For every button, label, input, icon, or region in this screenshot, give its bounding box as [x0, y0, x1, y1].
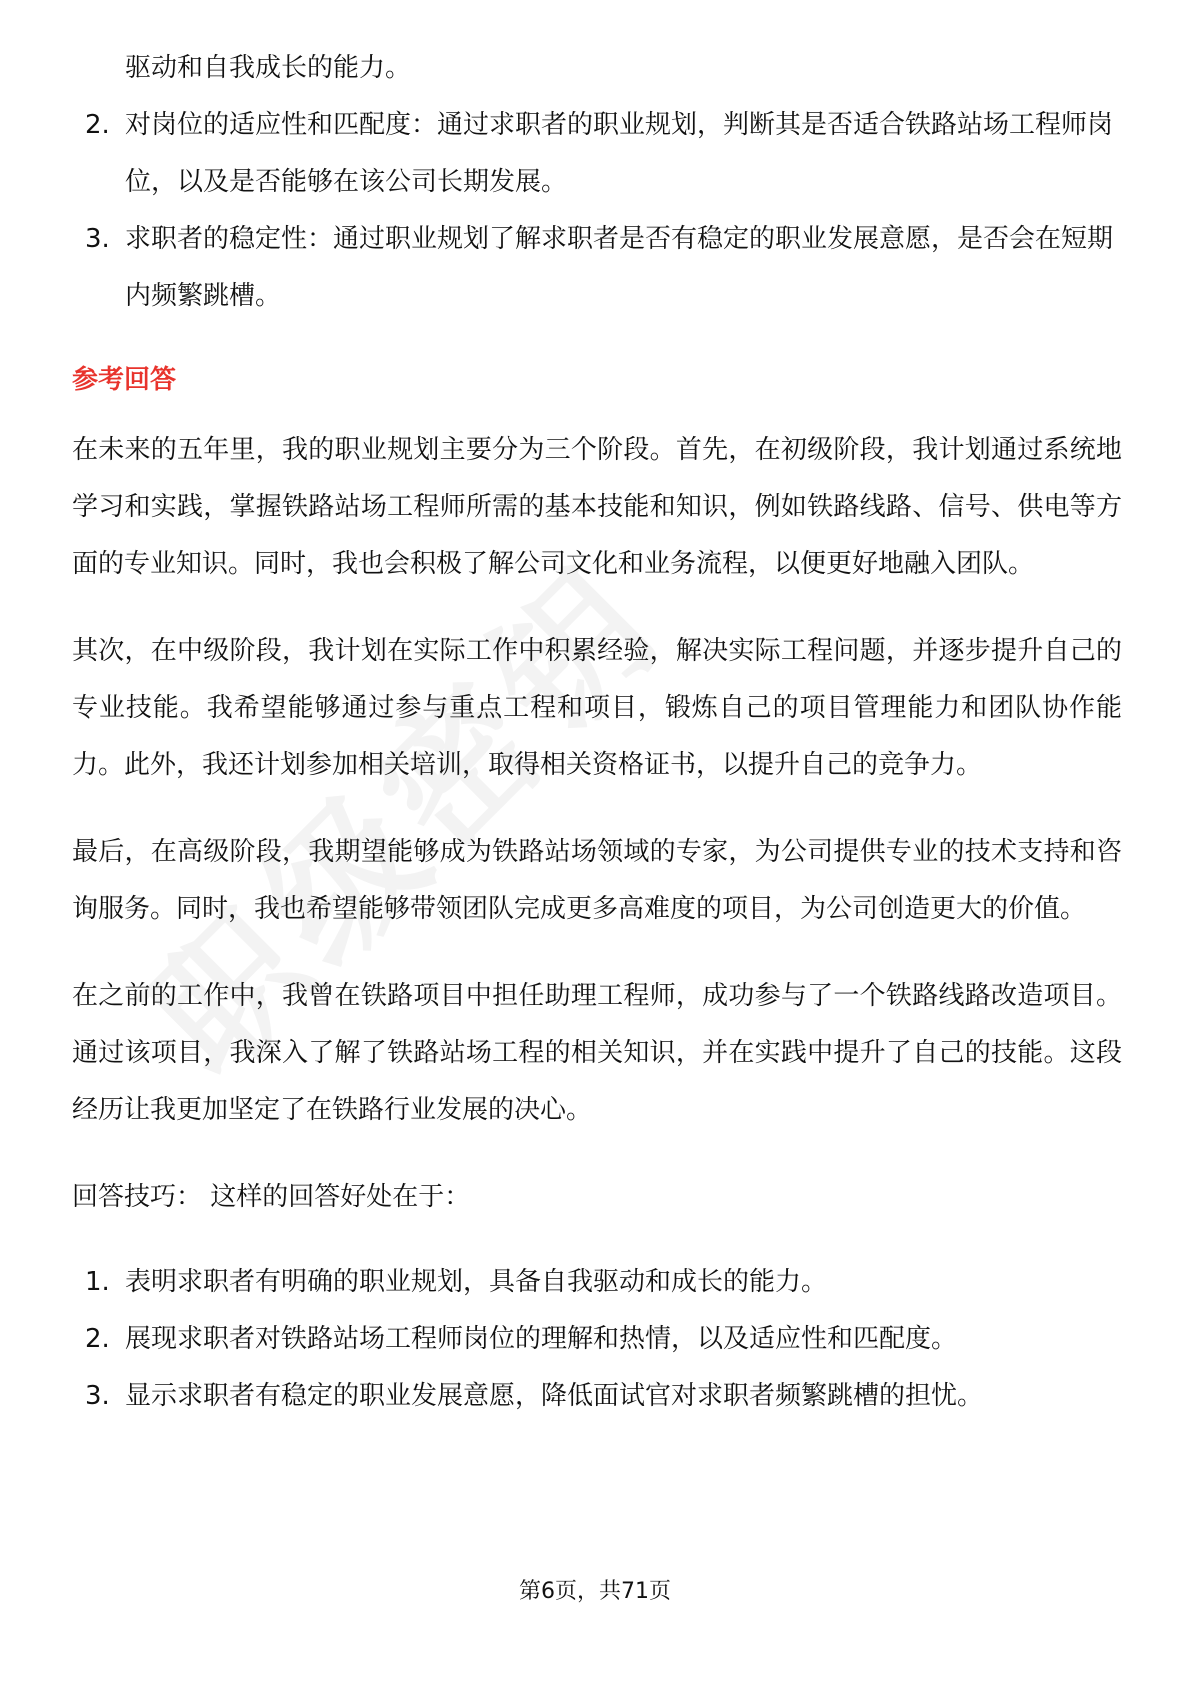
list-item-text: 展现求职者对铁路站场工程师岗位的理解和热情，以及适应性和匹配度。 — [125, 1324, 958, 1354]
answer-paragraph: 最后，在高级阶段，我期望能够成为铁路站场领域的专家，为公司提供专业的技术支持和咨询服务。同时，我也希望能够带领团队完成更多高难度的项目，为公司创造更大的价值。 — [72, 837, 1122, 924]
list-item — [72, 1311, 1122, 1368]
answer-paragraph: 在未来的五年里，我的职业规划主要分为三个阶段。首先，在初级阶段，我计划通过系统地学习和实践，掌握铁路站场工程师所需的基本技能和知识，例如铁路线路、信号、供电等方面的专业知识。同时，我也会积极了解公司文化和业务流程，以便更好地融入团队。 — [72, 435, 1122, 579]
list-number: 3. — [85, 1381, 110, 1411]
page-footer: 第6页，共71页 — [519, 1579, 671, 1604]
list-item-text: 显示求职者有稳定的职业发展意愿，降低面试官对求职者频繁跳槽的担忧。 — [125, 1381, 984, 1411]
list-item — [72, 1368, 1122, 1425]
list-number: 1. — [85, 1267, 110, 1297]
answer-paragraph: 其次，在中级阶段，我计划在实际工作中积累经验，解决实际工程问题，并逐步提升自己的专业技能。我希望能够通过参与重点工程和项目，锻炼自己的项目管理能力和团队协作能力。此外，我还计划参加相关培训，取得相关资格证书，以提升自己的竞争力。 — [72, 636, 1122, 780]
list-continuation: 驱动和自我成长的能力。 — [125, 53, 412, 83]
list-item-text: 对岗位的适应性和匹配度：通过求职者的职业规划，判断其是否适合铁路站场工程师岗位，以及是否能够在该公司长期发展。 — [125, 110, 1114, 197]
list-item — [72, 211, 1122, 325]
evaluation-points-list — [72, 97, 1122, 325]
list-item-text: 表明求职者有明确的职业规划，具备自我驱动和成长的能力。 — [125, 1267, 828, 1297]
tips-label: 回答技巧： 这样的回答好处在于： — [72, 1182, 471, 1212]
tips-list — [72, 1254, 1122, 1425]
answer-section-title: 参考回答 — [72, 365, 177, 395]
list-item-text: 求职者的稳定性：通过职业规划了解求职者是否有稳定的职业发展意愿，是否会在短期内频繁跳槽。 — [125, 224, 1114, 311]
answer-paragraph: 在之前的工作中，我曾在铁路项目中担任助理工程师，成功参与了一个铁路线路改造项目。通过该项目，我深入了解了铁路站场工程的相关知识，并在实践中提升了自己的技能。这段经历让我更加坚定了在铁路行业发展的决心。 — [72, 981, 1122, 1125]
list-item — [72, 97, 1122, 211]
page-content — [72, 40, 1122, 1425]
list-item — [72, 1254, 1122, 1311]
list-number: 2. — [85, 110, 110, 140]
list-number: 3. — [85, 224, 110, 254]
list-number: 2. — [85, 1324, 110, 1354]
